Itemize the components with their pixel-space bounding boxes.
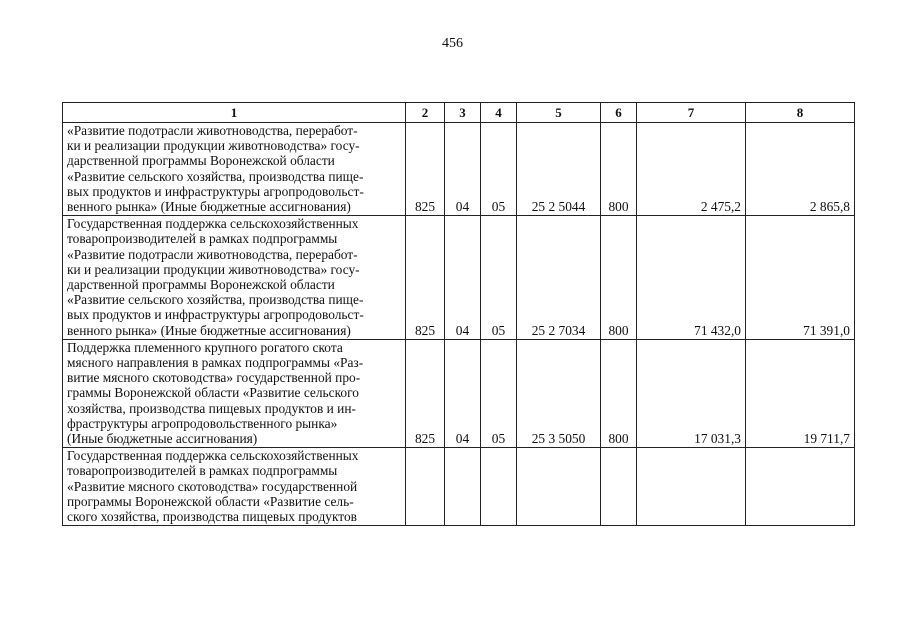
description-line: витие мясного скотоводства» государственной про- — [67, 370, 361, 386]
description-line: ского хозяйства, производства пищевых продуктов — [67, 509, 357, 525]
row-description — [63, 448, 406, 526]
description-line: мясного направления в рамках подпрограммы «Раз- — [67, 355, 364, 371]
description-line: ки и реализации продукции животноводства» госу- — [67, 138, 360, 154]
section-code — [445, 448, 481, 526]
column-header: 5 — [517, 103, 601, 123]
description-line: вых продуктов и инфраструктуры агропродовольст- — [67, 183, 364, 199]
row-description — [63, 216, 406, 340]
budget-table — [62, 102, 855, 526]
description-line: «Развитие подотрасли животноводства, переработ- — [67, 123, 358, 138]
description-line: хозяйства, производства пищевых продуктов и ин- — [67, 400, 356, 416]
description-line: дарственной программы Воронежской области — [67, 277, 335, 293]
description-line: «Развитие мясного скотоводства» государственной — [67, 478, 358, 494]
description-line: товаропроизводителей в рамках подпрограммы — [67, 231, 338, 247]
column-header: 2 — [406, 103, 445, 123]
subsection-code — [481, 448, 517, 526]
description-line: программы Воронежской области «Развитие сель- — [67, 493, 354, 509]
expense-type-code: 800 — [601, 216, 637, 340]
amount-year2: 19 711,7 — [746, 339, 855, 447]
amount-year1: 17 031,3 — [637, 339, 746, 447]
description-line: ки и реализации продукции животноводства» госу- — [67, 261, 360, 277]
target-article-code: 25 2 5044 — [517, 123, 601, 216]
column-header: 8 — [746, 103, 855, 123]
description-line: венного рынка» (Иные бюджетные ассигнования) — [67, 322, 351, 338]
section-code: 04 — [445, 123, 481, 216]
ministry-code: 825 — [406, 123, 445, 216]
section-code: 04 — [445, 339, 481, 447]
description-line: товаропроизводителей в рамках подпрограммы — [67, 463, 338, 479]
amount-year2: 2 865,8 — [746, 123, 855, 216]
column-header: 3 — [445, 103, 481, 123]
description-line: дарственной программы Воронежской области — [67, 153, 335, 169]
target-article-code — [517, 448, 601, 526]
subsection-code: 05 — [481, 123, 517, 216]
target-article-code: 25 2 7034 — [517, 216, 601, 340]
expense-type-code: 800 — [601, 339, 637, 447]
amount-year2: 71 391,0 — [746, 216, 855, 340]
amount-year2 — [746, 448, 855, 526]
column-header: 4 — [481, 103, 517, 123]
table-row — [63, 216, 855, 340]
amount-year1 — [637, 448, 746, 526]
description-line: (Иные бюджетные ассигнования) — [67, 431, 258, 447]
expense-type-code — [601, 448, 637, 526]
ministry-code: 825 — [406, 339, 445, 447]
description-line: «Развитие сельского хозяйства, производства пище- — [67, 292, 364, 308]
description-line: Поддержка племенного крупного рогатого скота — [67, 339, 343, 355]
amount-year1: 71 432,0 — [637, 216, 746, 340]
ministry-code: 825 — [406, 216, 445, 340]
column-header: 1 — [63, 103, 406, 123]
description-line: фраструктуры агропродовольственного рынка» — [67, 415, 338, 431]
column-header: 6 — [601, 103, 637, 123]
column-header: 7 — [637, 103, 746, 123]
ministry-code — [406, 448, 445, 526]
amount-year1: 2 475,2 — [637, 123, 746, 216]
description-line: вых продуктов и инфраструктуры агропродовольст- — [67, 307, 364, 323]
section-code: 04 — [445, 216, 481, 340]
target-article-code: 25 3 5050 — [517, 339, 601, 447]
subsection-code: 05 — [481, 216, 517, 340]
table-row — [63, 339, 855, 447]
page-number: 456 — [442, 36, 463, 51]
description-line: «Развитие подотрасли животноводства, переработ- — [67, 246, 358, 262]
description-line: «Развитие сельского хозяйства, производства пище- — [67, 168, 364, 184]
expense-type-code: 800 — [601, 123, 637, 216]
subsection-code: 05 — [481, 339, 517, 447]
description-line: Государственная поддержка сельскохозяйственных — [67, 448, 359, 464]
row-description — [63, 123, 406, 216]
table-row — [63, 448, 855, 526]
description-line: Государственная поддержка сельскохозяйственных — [67, 216, 359, 232]
table-row — [63, 123, 855, 216]
header-row — [63, 103, 855, 123]
description-line: граммы Воронежской области «Развитие сельского — [67, 385, 359, 401]
description-line: венного рынка» (Иные бюджетные ассигнования) — [67, 199, 351, 215]
row-description — [63, 339, 406, 447]
